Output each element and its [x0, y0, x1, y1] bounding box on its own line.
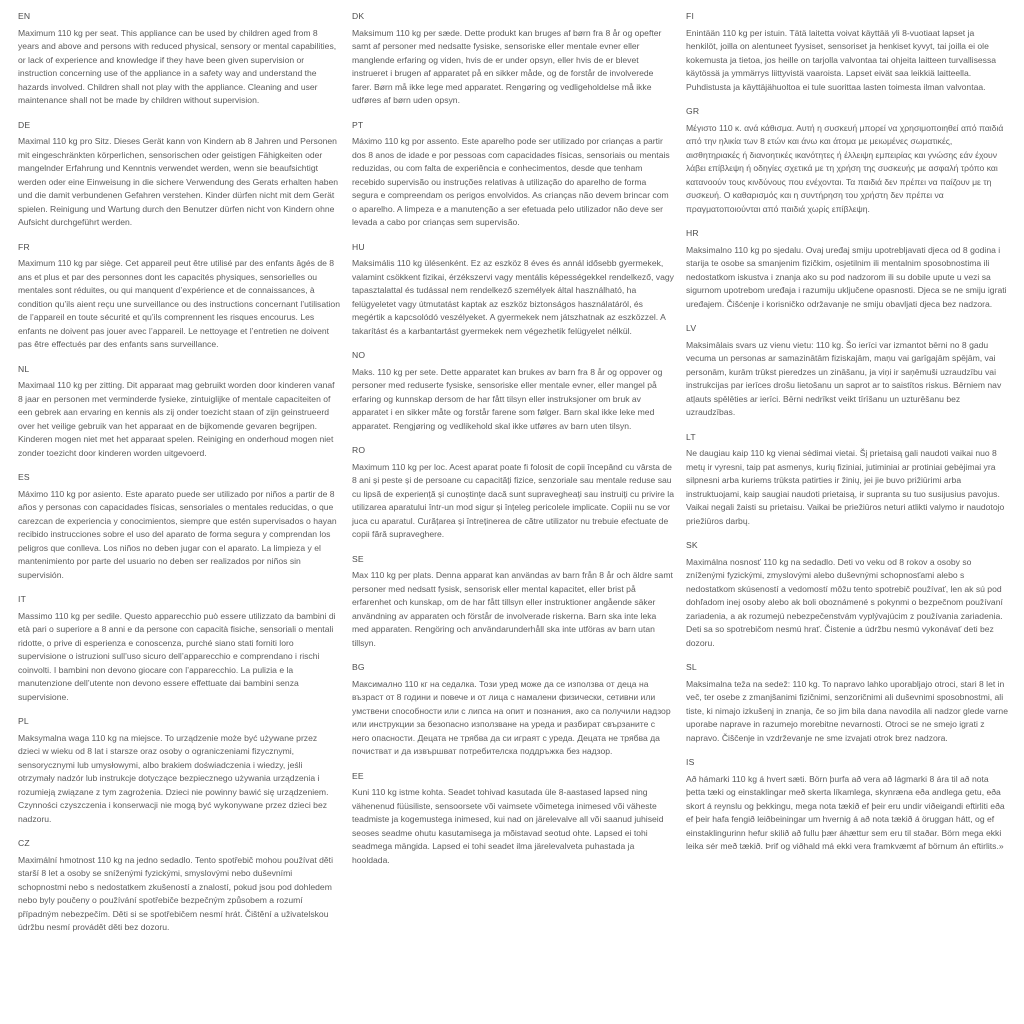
section-hr [686, 227, 1008, 311]
section-sk [686, 539, 1008, 650]
language-text-pl: Maksymalna waga 110 kg na miejsce. To urządzenie może być używane przez dzieci w wieku od 8 lat i starsze oraz osoby o ograniczeniami fizycznymi, sensorycznymi lub umysłowymi, albo brakiem doświadczenia i wiedzy, jeśli otrzymały nadzór lub instrukcje dotyczące bezpiecznego używania urządzenia i rozumieją związane z tym zagrożenia. Dzieci nie powinny bawić się urządzeniem. Czynności czyszczenia i konserwacji nie mogą być wykonywane przez dzieci bez nadzoru. [18, 732, 329, 824]
language-code-lt: LT [686, 431, 696, 442]
language-code-de: DE [18, 119, 31, 130]
language-code-dk: DK [352, 11, 365, 21]
section-no [352, 349, 674, 433]
language-code-hr: HR [686, 228, 699, 238]
language-code-sk: SK [686, 540, 698, 550]
section-cz [18, 837, 340, 935]
language-code-bg: BG [352, 662, 365, 672]
section-bg [352, 661, 674, 759]
language-text-bg: Максимално 110 кг на седалка. Този уред може да се използва от деца на възраст от 8 години и повече и от лица с намалени физически, сетивни или умствени способности или с липса на опит и познания, ако са получили надзор или инструкции за безопасно използване на уреда и разбират свързаните с него опасности. Децата не трябва да си играят с уреда. Децата не трябва да почистват и да извършват потребителска поддръжка без надзор. [352, 678, 671, 756]
language-text-lv: Maksimālais svars uz vienu vietu: 110 kg. Šo ierīci var izmantot bērni no 8 gadu vecuma un personas ar samazinātām fiziskajām, maņu vai garīgajām spējām, vai personām, kurām trūkst pieredzes un zināšanu, ja viņi ir saņēmuši uzraudzību vai instrukcijas par ierīces drošu lietošanu un saprot ar to saistītos riskus. Bērniem nav atļauts spēlēties ar ierīci. Bērni nedrīkst veikt tīrīšanu un uzturēšanu bez uzraudzības. [686, 339, 1002, 417]
language-code-pt: PT [352, 119, 364, 130]
language-text-fi: Enintään 110 kg per istuin. Tätä laitetta voivat käyttää yli 8-vuotiaat lapset ja henkilöt, joilla on alentuneet fyysiset, sensoriset ja henkiset kyvyt, tai joilla ei ole kokemusta ja tietoa, jos heille on tarjolla valvontaa tai ohjeita laitteen turvallisessa käytössä ja ymmärrys liittyvistä vaaroista. Lapset eivät saa leikkiä laitteella. Puhdistusta ja käyttäjähuoltoa ei tule suorittaa lasten toimesta ilman valvontaa. [686, 27, 997, 92]
language-code-pl: PL [18, 716, 29, 726]
language-text-dk: Maksimum 110 kg per sæde. Dette produkt kan bruges af børn fra 8 år og opefter samt af personer med nedsatte fysiske, sensoriske eller mentale evner eller manglende erfaring og viden, hvis de er under opsyn, eller hvis de er blevet instrueret i brugen af apparatet på en sikker måde, og de forstår de involverede farer. Børn må ikke lege med apparatet. Rengøring og vedligeholdelse må ikke udføres af børn uden opsyn. [352, 27, 662, 105]
language-code-ro: RO [352, 445, 366, 455]
section-fi [686, 10, 1008, 94]
column-2 [352, 10, 674, 1014]
section-fr [18, 241, 340, 352]
language-code-ee: EE [352, 770, 364, 781]
section-ro [352, 444, 674, 542]
language-text-es: Máximo 110 kg por asiento. Este aparato puede ser utilizado por niños a partir de 8 años y personas con capacidades físicas, sensoriales o mentales reducidas, o que carezcan de experiencia y conocimientos, siempre que estén supervisados o hayan recibido instrucciones sobre el uso del aparato de forma segura y comprendan los peligros que conlleva. Los niños no deben jugar con el aparato. La limpieza y el mantenimiento por parte del usuario no deben ser realizados por niños sin supervisión. [18, 488, 337, 580]
language-code-cz: CZ [18, 838, 30, 848]
language-text-cz: Maximální hmotnost 110 kg na jedno sedadlo. Tento spotřebič mohou používat děti starší 8 let a osoby se sníženými fyzickými, smyslovými nebo duševními schopnostmi nebo s nedostatkem zkušeností a znalostí, pokud jsou pod dohledem nebo byly poučeny o používání spotřebiče bezpečným způsobem a rozumí případným nebezpečím. Děti si se spotřebičem nesmí hrát. Čištění a uživatelskou údržbu nesmí provádět děti bez dozoru. [18, 854, 333, 932]
language-code-gr: GR [686, 106, 700, 116]
language-code-fr: FR [18, 241, 30, 252]
language-code-en: EN [18, 11, 31, 21]
section-it [18, 593, 340, 704]
language-text-sk: Maximálna nosnosť 110 kg na sedadlo. Deti vo veku od 8 rokov a osoby so zníženými fyzickými, zmyslovými alebo duševnými schopnosťami alebo s nedostatkom skúseností a vedomostí môžu tento spotrebič používať, len ak sú pod dohľadom inej osoby alebo ak boli oboznámené s pokynmi o bezpečnom používaní zariadenia, a ak rozumejú nebezpečenstvám vyplývajúcim z používania zariadenia. Deti sa so spotrebičom nesmú hrať. Čistenie a údržbu nesmú vykonávať deti bez dozoru. [686, 556, 1003, 648]
language-text-no: Maks. 110 kg per sete. Dette apparatet kan brukes av barn fra 8 år og oppover og personer med reduserte fysiske, sensoriske eller mentale evner, eller mangel på erfaring og kunnskap dersom de har fått tilsyn eller instruksjoner om bruk av apparatet i en sikker måte og forstår farene som følger. Barn skal ikke leke med apparatet. Rengjøring og vedlikehold skal ikke utføres av barn uten tilsyn. [352, 366, 663, 431]
section-lt [686, 431, 1008, 529]
language-text-ee: Kuni 110 kg istme kohta. Seadet tohivad kasutada üle 8-aastased lapsed ning vähenenud füüsiliste, sensoorsete või vaimsete võimetega inimesed või väheste teadmiste ja kogemustega inimesed, kui nad on järelevalve all või saanud juhiseid seoses seadme ohutu kasutamisega ja mõistavad seotud ohte. Lapsed ei tohi seadmega mängida. Lapsed ei tohi seadet ilma järelevalveta puhastada ja hooldada. [352, 787, 664, 865]
section-pt [352, 119, 674, 230]
language-text-en: Maximum 110 kg per seat. This appliance can be used by children aged from 8 years and above and persons with reduced physical, sensory or mental capabilities, or lack of experience and knowledge if they have been given supervision or instruction concerning use of the appliance in a safety way and understand the hazards involved. Children shall not play with the appliance. Cleaning and user maintenance shall not be made by children without supervision. [18, 27, 337, 105]
language-text-pt: Máximo 110 kg por assento. Este aparelho pode ser utilizado por crianças a partir dos 8 anos de idade e por pessoas com capacidades físicas, sensoriais ou mentais reduzidas, ou com falta de experiência e conhecimentos, desde que tenham recebido supervisão ou instruções relativas à utilização do aparelho de forma segura e compreendam os perigos envolvidos. As crianças não devem brincar com o aparelho. A limpeza e a manutenção a ser efetuada pelo utilizador não deve ser levada a cabo por crianças sem supervisão. [352, 136, 670, 227]
language-code-hu: HU [352, 241, 365, 252]
section-en [18, 10, 340, 108]
language-text-sl: Maksimalna teža na sedež: 110 kg. To napravo lahko uporabljajo otroci, stari 8 let in več, ter osebe z zmanjšanimi fizičnimi, senzoričnimi ali duševnimi sposobnostmi, ali tiste, ki nimajo izkušenj in znanja, če so jim bila dana navodila ali nadzor glede varne uporabe naprave in razumejo morebitne nevarnosti. Otroci se ne smejo igrati z napravo. Čiščenje in vzdrževanje ne sme izvajati otrok brez nadzora. [686, 678, 1008, 743]
language-code-it: IT [18, 594, 27, 604]
language-text-gr: Μέγιστο 110 κ. ανά κάθισμα. Αυτή η συσκευή μπορεί να χρησιμοποιηθεί από παιδιά από την ηλικία των 8 ετών και άνω και άτομα με μειωμένες σωματικές, αισθητηριακές ή διανοητικές ικανότητες ή έλλειψη εμπειρίας και γνώσης εάν έχουν λάβει επίβλεψη ή οδηγίες σχετικά με τη χρήση της συσκευής με ασφαλή τρόπο και κατανοούν τους κινδύνους που ενέχονται. Τα παιδιά δεν πρέπει να παίζουν με τη συσκευή. Ο καθαρισμός και η συντήρηση του χρήστη δεν πρέπει να πραγματοποιούνται από παιδιά χωρίς επίβλεψη. [686, 122, 1004, 214]
language-code-no: NO [352, 350, 366, 360]
language-text-nl: Maximaal 110 kg per zitting. Dit apparaat mag gebruikt worden door kinderen vanaf 8 jaar en personen met verminderde fysieke, zintuiglijke of mentale capaciteiten of een gebrek aan ervaring en kennis als zij onder toezicht staan of zijn geinstrueerd over het veilige gebruik van het apparaat en de bijkomende gevaren begrijpen. Kinderen mogen niet met het apparaat spelen. Reiniging en onderhoud mogen niet zonder toezicht door kinderen worden uitgevoerd. [18, 380, 335, 458]
section-sl [686, 661, 1008, 745]
language-text-ro: Maximum 110 kg per loc. Acest aparat poate fi folosit de copii începând cu vârsta de 8 ani și peste și de persoane cu capacități fizice, senzoriale sau mentale reduse sau cu lipsă de experiență și cunoștințe dacă sunt supravegheați sau instruiți cu privire la utilizarea aparatului într-un mod sigur și înțeleg pericolele implicate. Copiii nu se vor juca cu aparatul. Curățarea și întreținerea de către utilizator nu trebuie efectuate de copii fără supraveghere. [352, 461, 674, 539]
section-dk [352, 10, 674, 108]
column-3 [686, 10, 1008, 1014]
language-text-se: Max 110 kg per plats. Denna apparat kan användas av barn från 8 år och äldre samt personer med nedsatt fysisk, sensorisk eller mental kapacitet, eller brist på erfarenhet och kunskap, om de har fått tillsyn eller instruktioner angående säker användning av apparaten och förstår de involverade riskerna. Barn ska inte leka med apparaten. Rengöring och användarunderhåll ska inte utföras av barn utan tillsyn. [352, 570, 673, 648]
language-text-it: Massimo 110 kg per sedile. Questo apparecchio può essere utilizzato da bambini di età pari o superiore a 8 anni e da persone con capacità fisiche, sensoriali o mentali ridotte, o prive di esperienza e conoscenza, purché siano stati forniti loro supervisione o istruzioni sull’uso sicuro dell’apparecchio e comprendano i rischi coinvolti. I bambini non devono giocare con l’apparecchio. La pulizia e la manutenzione dell’utente non devono essere effettuate dai bambini senza supervisione. [18, 610, 336, 702]
section-nl [18, 363, 340, 461]
section-ee [352, 770, 674, 868]
language-text-hr: Maksimalno 110 kg po sjedalu. Ovaj uređaj smiju upotrebljavati djeca od 8 godina i starija te osobe sa smanjenim fizičkim, osjetilnim ili mentalnim sposobnostima ili nedostatkom iskustva i znanja ako su pod nadzorom ili su dobile upute u vezi sa sigurnom upotrebom uređaja i razumiju uključene opasnosti. Djeca se ne smiju igrati uređajem. Čišćenje i korisničko održavanje ne smiju obavljati djeca bez nadzora. [686, 244, 1007, 309]
language-code-fi: FI [686, 11, 695, 21]
section-lv [686, 322, 1008, 420]
section-es [18, 471, 340, 582]
language-text-lt: Ne daugiau kaip 110 kg vienai sėdimai vietai. Šį prietaisą gali naudoti vaikai nuo 8 metų ir vyresni, taip pat asmenys, kurių fiziniai, jutiminiai ar protiniai gebėjimai yra silpnesni arba kuriems trūksta patirties ir žinių, jei jie buvo prižiūrimi arba instruktuojami, kaip saugiai naudoti prietaisą, ir supranta su tuo susijusius pavojus. Vaikai negali žaisti su prietaisu. Vaikai be priežiūros neturi atlikti valymo ir naudotojo priežiūros darbų. [686, 448, 1005, 526]
section-is [686, 756, 1008, 854]
section-gr [686, 105, 1008, 216]
section-pl [18, 715, 340, 826]
language-code-lv: LV [686, 323, 697, 333]
language-text-hu: Maksimális 110 kg ülésenként. Ez az eszköz 8 éves és annál idősebb gyermekek, valamint csökkent fizikai, érzékszervi vagy mentális képességekkel rendelkező, vagy tapasztalattal és tudással nem rendelkező személyek által használható, ha felügyeletet vagy útmutatást kaptak az eszköz biztonságos használatáról, és megértik a kapcsolódó veszélyeket. A gyermekek nem játszhatnak az eszközzel. A takarítást és a karbantartást gyermekek nem végezhetik felügyelet nélkül. [352, 258, 674, 336]
language-code-sl: SL [686, 662, 697, 672]
section-hu [352, 241, 674, 339]
column-1 [18, 10, 340, 1014]
section-de [18, 119, 340, 230]
language-code-is: IS [686, 757, 695, 767]
language-text-de: Maximal 110 kg pro Sitz. Dieses Gerät kann von Kindern ab 8 Jahren und Personen mit eingeschränkten körperlichen, sensorischen oder geistigen Fähigkeiten oder mangelnder Erfahrung und Kenntnis verwendet werden, wenn sie beaufsichtigt werden oder eine Einweisung in die sichere Verwendung des Gerats erhalten haben und die damit verbundenen Gefahren verstehen. Kinder dürfen nicht mit dem Gerät spielen. Reinigung und Wartung durch den Benutzer dürfen nicht von Kindern ohne Aufsicht durchgeführt werden. [18, 136, 339, 227]
language-text-is: Að hámarki 110 kg á hvert sæti. Börn þurfa að vera að lágmarki 8 ára til að nota þetta tæki og einstaklingar með skerta líkamlega, skynræna eða andlega getu, eða skort á reynslu og þekkingu, mega nota tækið ef þeir eru undir viðeigandi eftirliti eða ef þeir hafa fengið leiðbeiningar um hvernig á að nota tækið á öruggan hátt, og ef einstaklingurinn hefur skilið að fullu þær áhættur sem eru til staðar. Börn mega ekki leika sér með tækið. Þrif og viðhald má ekki vera framkvæmt af börnum án eftirlits.» [686, 773, 1005, 851]
language-code-es: ES [18, 472, 30, 482]
section-se [352, 553, 674, 651]
language-code-nl: NL [18, 363, 30, 374]
language-text-fr: Maximum 110 kg par siège. Cet appareil peut être utilisé par des enfants âgés de 8 ans et plus et par des personnes dont les capacités physiques, sensorielles ou mentales sont réduites, ou qui manquent d’expérience et de connaissances, à condition qu’ils aient reçu une surveillance ou des instructions concernant l’utilisation de l’appareil en toute sécurité et qu’ils comprennent les risques encourus. Les enfants ne doivent pas jouer avec l’appareil. Le nettoyage et l’entretien ne doivent pas être effectués par des enfants sans surveillance. [18, 258, 340, 349]
language-code-se: SE [352, 553, 364, 564]
